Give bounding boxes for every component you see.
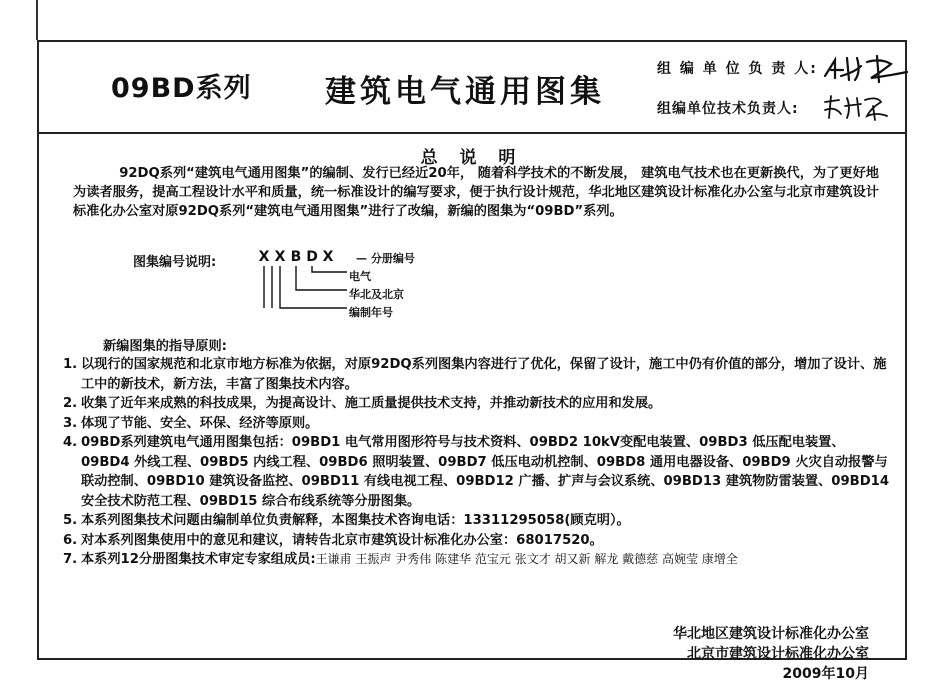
code-letter: X — [274, 249, 286, 265]
intro-paragraph: 92DQ系列“建筑电气通用图集”的编制、发行已经近20年， 随着科学技术的不断发展， 建筑电气技术也在更新换代，为了更好地为读者服务，提高工程设计水平和质量，统一标准设计的编写要求，便于执行设计规范，华北地区建筑设计标准化办公室与北京市建筑设计标准化办公室对原92DQ系列“建筑电气通用图集”进行了改编，新编的图集为“09BD”系列。 — [73, 166, 879, 219]
issue-date: 2009年10月 — [782, 666, 869, 682]
title-block — [39, 42, 905, 134]
item-text: 对本系列图集使用中的意见和建议，请转告北京市建筑设计标准化办公室：68017520。 — [81, 532, 603, 548]
principle-item-3 — [63, 414, 893, 434]
code-item-region: 华北及北京 — [349, 288, 404, 301]
item-text: 以现行的国家规范和北京市地方标准为依据，对原92DQ系列图集内容进行了优化，保留了设计，施工中仍有价值的部分，增加了设计、施工中的新技术，新方法，丰富了图集技术内容。 — [81, 357, 887, 392]
item-number: 2. — [63, 396, 78, 411]
item-text: 09BD系列建筑电气通用图集包括：09BD1 电气常用图形符号与技术资料、09BD2 10kV变配电装置、09BD3 低压配电装置、09BD4 外线工程、09BD5 内线工程、09BD6 照明装置、09BD7 低压电动机控制、09BD8 通用电器设备、09BD9 火灾自动报警与联动控制、09BD10 建筑设备监控、09BD11 有线电视工程、09BD12 广播、扩声与会议系统、09BD13 建筑物防雷装置、09BD14 安全技术防范工程、09BD15 综合布线系统等分册图集。 — [81, 435, 889, 509]
principle-item-4 — [63, 433, 893, 511]
tech-responsible-label: 组编单位技术负责人: — [657, 101, 799, 117]
issuer-signature-block — [673, 624, 869, 684]
principle-item-6 — [63, 531, 893, 551]
series-code: 09BD系列 — [111, 73, 252, 104]
page-title: 建筑电气通用图集 — [325, 74, 605, 110]
principles-heading: 新编图集的指导原则: — [103, 339, 227, 354]
item-number: 1. — [63, 357, 78, 372]
tech-responsible-signature — [821, 92, 891, 122]
item-text: 收集了近年来成熟的科技成果，为提高设计、施工质量提供技术支持，并推动新技术的应用和发展。 — [81, 396, 662, 411]
item-number: 3. — [63, 415, 78, 431]
item-number: 5. — [63, 513, 78, 528]
code-letter: X — [258, 249, 270, 265]
principle-item-5 — [63, 511, 893, 531]
item-number: 7. — [63, 552, 78, 567]
code-item-year: 编制年号 — [349, 306, 393, 319]
code-explanation-label: 图集编号说明: — [133, 255, 217, 270]
left-margin-rule — [36, 0, 38, 40]
issuer-org-beijing: 北京市建筑设计标准化办公室 — [687, 646, 869, 662]
responsible-signature — [821, 52, 911, 86]
item-text: 体现了节能、安全、环保、经济等原则。 — [81, 415, 319, 431]
principle-item-2 — [63, 394, 893, 414]
item-text: 本系列12分册图集技术审定专家组成员: — [81, 552, 316, 567]
code-item-electrical: 电气 — [349, 270, 371, 283]
item-number: 4. — [63, 435, 78, 450]
issuer-org-north-china: 华北地区建筑设计标准化办公室 — [673, 626, 869, 642]
responsible-label: 组 编 单 位 负 责 人: — [657, 61, 818, 77]
item-number: 6. — [63, 532, 78, 548]
code-letter: B — [290, 249, 302, 265]
code-item-volume: — 分册编号 — [356, 252, 415, 265]
code-bracket-lines — [253, 264, 353, 314]
principle-item-7 — [63, 550, 893, 570]
code-letter: X — [322, 249, 334, 265]
item-text: 本系列图集技术问题由编制单位负责解释，本图集技术咨询电话：13311295058(顾克明）。 — [81, 513, 630, 528]
code-letter: D — [306, 249, 318, 265]
code-letters — [256, 249, 336, 265]
expert-names: 王谦甫 王振声 尹秀伟 陈建华 范宝元 张文才 胡又新 解龙 戴德慈 高婉莹 康增全 — [315, 552, 738, 566]
section-title: 总 说 明 — [420, 148, 524, 168]
principle-item-1 — [63, 355, 893, 394]
document-frame — [37, 40, 907, 682]
principles-list — [63, 355, 893, 570]
